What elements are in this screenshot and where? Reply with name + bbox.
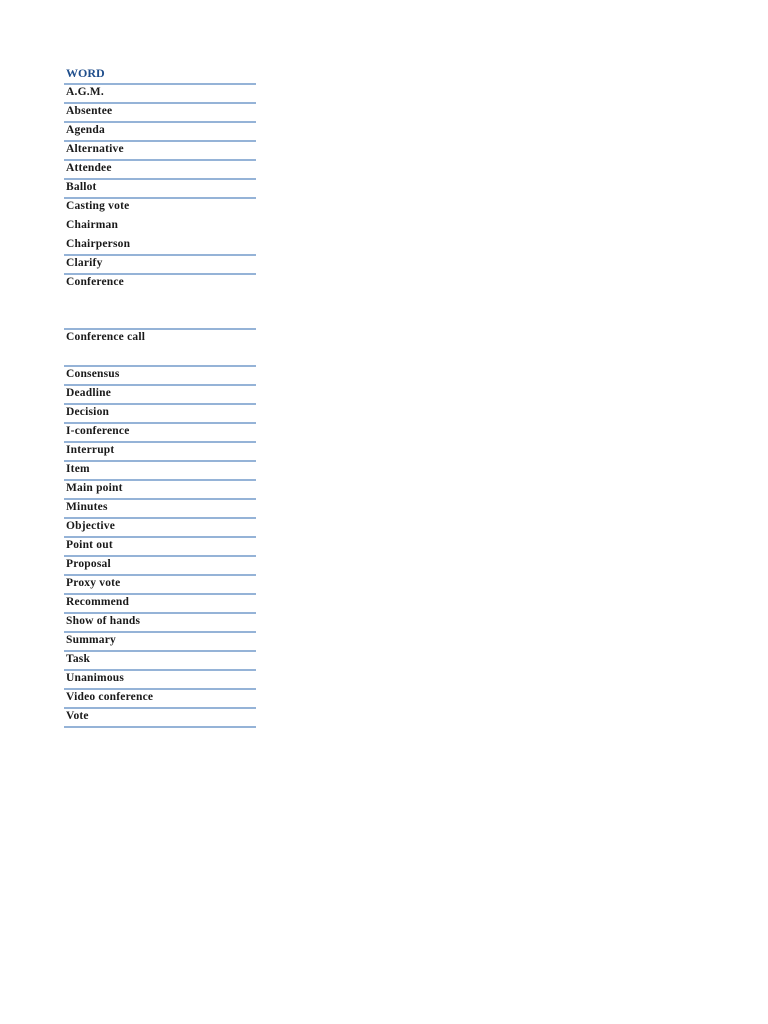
table-row: Unanimous bbox=[64, 671, 256, 690]
table-row: Objective bbox=[64, 519, 256, 538]
table-row: Alternative bbox=[64, 142, 256, 161]
table-row: Proposal bbox=[64, 557, 256, 576]
table-row: Summary bbox=[64, 633, 256, 652]
table-row: Video conference bbox=[64, 690, 256, 709]
table-row: Attendee bbox=[64, 161, 256, 180]
column-header-word: WORD bbox=[64, 64, 256, 85]
word-table bbox=[64, 64, 256, 728]
table-row: I-conference bbox=[64, 424, 256, 443]
table-row: Conference bbox=[64, 275, 256, 330]
table-row: Absentee bbox=[64, 104, 256, 123]
table-row: Agenda bbox=[64, 123, 256, 142]
table-row: Deadline bbox=[64, 386, 256, 405]
table-row: Recommend bbox=[64, 595, 256, 614]
word-list bbox=[64, 85, 256, 728]
table-row: Minutes bbox=[64, 500, 256, 519]
table-row: Ballot bbox=[64, 180, 256, 199]
table-row: Chairperson bbox=[64, 237, 256, 256]
table-row: Main point bbox=[64, 481, 256, 500]
table-row: Conference call bbox=[64, 330, 256, 367]
table-row: Casting vote bbox=[66, 200, 130, 212]
table-row: Point out bbox=[64, 538, 256, 557]
table-row: Chairman bbox=[66, 219, 119, 231]
table-row: Interrupt bbox=[64, 443, 256, 462]
table-row: Task bbox=[64, 652, 256, 671]
table-row: Item bbox=[64, 462, 256, 481]
table-row: A.G.M. bbox=[64, 85, 256, 104]
table-row: Consensus bbox=[64, 367, 256, 386]
table-row: Decision bbox=[64, 405, 256, 424]
table-row: Proxy vote bbox=[64, 576, 256, 595]
table-row: Show of hands bbox=[64, 614, 256, 633]
table-row: Vote bbox=[64, 709, 256, 728]
table-row: Clarify bbox=[64, 256, 256, 275]
